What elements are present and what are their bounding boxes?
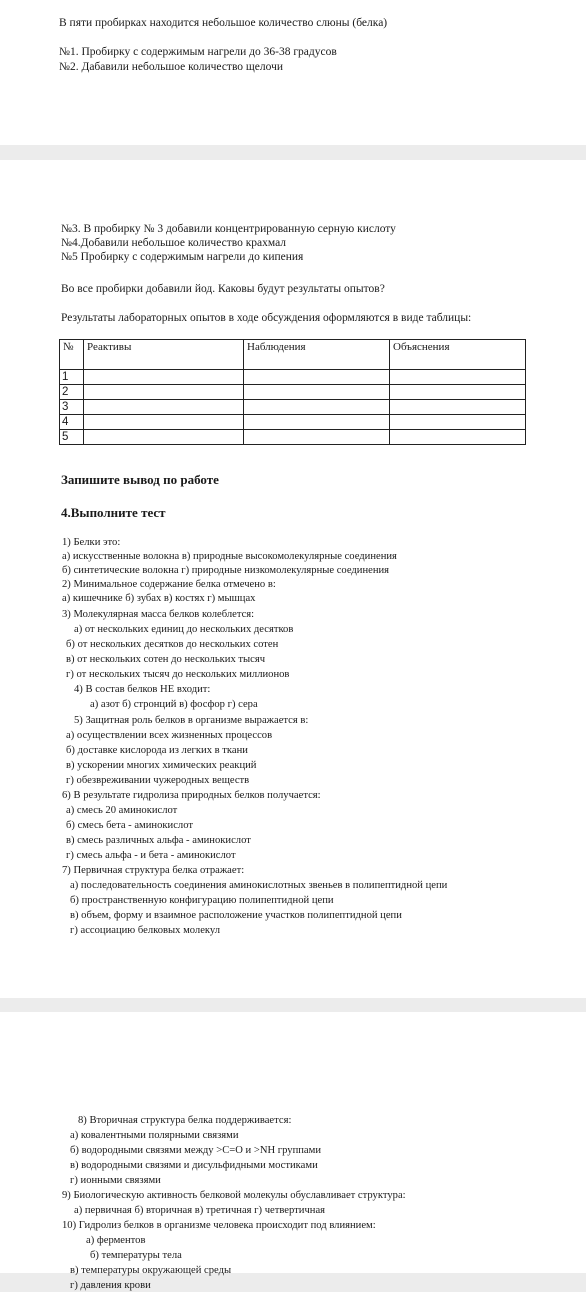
table-cell (244, 385, 390, 400)
table-row (60, 400, 526, 415)
test-option: в) водородными связями и дисульфидными мостиками (70, 1160, 318, 1171)
test-option: г) ассоциацию белковых молекул (70, 925, 221, 936)
results-table (59, 339, 526, 445)
table-header-cell: Объяснения (390, 340, 526, 370)
test-option: г) ионными связями (70, 1175, 161, 1186)
table-cell (84, 415, 244, 430)
table-header-row (60, 340, 526, 370)
test-question-1: 1) Белки это: (62, 537, 121, 548)
table-row (60, 415, 526, 430)
test-option: б) смесь бета - аминокислот (66, 820, 193, 831)
test-option: а) от нескольких единиц до нескольких десятков (74, 624, 294, 635)
test-question-8: 8) Вторичная структура белка поддерживается: (78, 1115, 292, 1126)
test-option: б) водородными связями между >C=O и >NH группами (70, 1145, 322, 1156)
table-row (60, 385, 526, 400)
row-number-cell: 2 (60, 385, 84, 400)
table-cell (390, 430, 526, 445)
test-option: а) первичная б) вторичная в) третичная г) четвертичная (74, 1205, 326, 1216)
test-option: г) обезвреживании чужеродных веществ (66, 775, 250, 786)
experiment-4-text: №4.Добавили небольшое количество крахмал (61, 237, 287, 249)
test-question-10: 10) Гидролиз белков в организме человека происходит под влиянием: (62, 1220, 376, 1231)
experiment-1-text: №1. Пробирку с содержимым нагрели до 36-38 градусов (59, 46, 337, 58)
row-number-cell: 3 (60, 400, 84, 415)
document-page-2 (0, 160, 586, 998)
table-row (60, 430, 526, 445)
table-cell (244, 415, 390, 430)
test-option: а) кишечнике б) зубах в) костях г) мышцах (62, 593, 256, 604)
intro-text: В пяти пробирках находится небольшое количество слюны (белка) (59, 17, 388, 29)
test-option: г) смесь альфа - и бета - аминокислот (66, 850, 236, 861)
question-text: Во все пробирки добавили йод. Каковы будут результаты опытов? (61, 283, 385, 295)
experiment-5-text: №5 Пробирку с содержимым нагрели до кипения (61, 251, 304, 263)
test-question-5: 5) Защитная роль белков в организме выражается в: (74, 715, 309, 726)
table-cell (390, 370, 526, 385)
test-question-2: 2) Минимальное содержание белка отмечено в: (62, 579, 276, 590)
test-option: а) ковалентными полярными связями (70, 1130, 239, 1141)
test-option: в) ускорении многих химических реакций (66, 760, 257, 771)
document-page-3 (0, 1012, 586, 1291)
test-question-4: 4) В состав белков НЕ входит: (74, 684, 211, 695)
test-option: а) искусственные волокна в) природные высокомолекулярные соединения (62, 551, 397, 562)
table-intro-text: Результаты лабораторных опытов в ходе обсуждения оформляются в виде таблицы: (61, 312, 472, 324)
test-question-9: 9) Биологическую активность белковой молекулы обуславливает структура: (62, 1190, 406, 1201)
table-cell (84, 385, 244, 400)
test-question-7: 7) Первичная структура белка отражает: (62, 865, 245, 876)
experiment-2-text: №2. Дабавили небольшое количество щелочи (59, 61, 284, 73)
table-cell (390, 385, 526, 400)
test-option: в) смесь различных альфа - аминокислот (66, 835, 251, 846)
table-cell (84, 400, 244, 415)
table-header-cell: № (60, 340, 84, 370)
test-option: б) от нескольких десятков до нескольких сотен (66, 639, 279, 650)
test-question-6: 6) В результате гидролиза природных белков получается: (62, 790, 321, 801)
table-cell (84, 370, 244, 385)
table-cell (390, 400, 526, 415)
experiment-3-text: №3. В пробирку № 3 добавили концентрированную серную кислоту (61, 223, 396, 235)
row-number-cell: 5 (60, 430, 84, 445)
test-option: б) температуры тела (90, 1250, 182, 1261)
conclusion-heading: Запишите вывод по работе (61, 472, 219, 487)
table-row (60, 370, 526, 385)
test-heading: 4.Выполните тест (61, 505, 166, 520)
test-option: г) давления крови (70, 1280, 151, 1291)
row-number-cell: 4 (60, 415, 84, 430)
test-option: в) объем, форму и взаимное расположение участков полипептидной цепи (70, 910, 402, 921)
test-option: а) ферментов (86, 1235, 146, 1246)
table-header-cell: Реактивы (84, 340, 244, 370)
test-option: а) азот б) стронций в) фосфор г) сера (90, 699, 258, 710)
test-option: а) последовательность соединения аминокислотных звеньев в полипептидной цепи (70, 880, 448, 891)
table-header-cell: Наблюдения (244, 340, 390, 370)
table-cell (244, 430, 390, 445)
test-option: в) от нескольких сотен до нескольких тысяч (66, 654, 266, 665)
test-option: а) смесь 20 аминокислот (66, 805, 178, 816)
document-page-1 (0, 0, 586, 145)
table-cell (244, 400, 390, 415)
table-cell (84, 430, 244, 445)
test-option: б) доставке кислорода из легких в ткани (66, 745, 248, 756)
table-cell (390, 415, 526, 430)
test-option: а) осуществлении всех жизненных процессов (66, 730, 273, 741)
test-option: г) от нескольких тысяч до нескольких миллионов (66, 669, 290, 680)
test-option: б) синтетические волокна г) природные низкомолекулярные соединения (62, 565, 390, 576)
table-cell (244, 370, 390, 385)
test-option: в) температуры окружающей среды (70, 1265, 232, 1276)
test-option: б) пространственную конфигурацию полипептидной цепи (70, 895, 334, 906)
row-number-cell: 1 (60, 370, 84, 385)
test-question-3: 3) Молекулярная масса белков колеблется: (62, 609, 255, 620)
